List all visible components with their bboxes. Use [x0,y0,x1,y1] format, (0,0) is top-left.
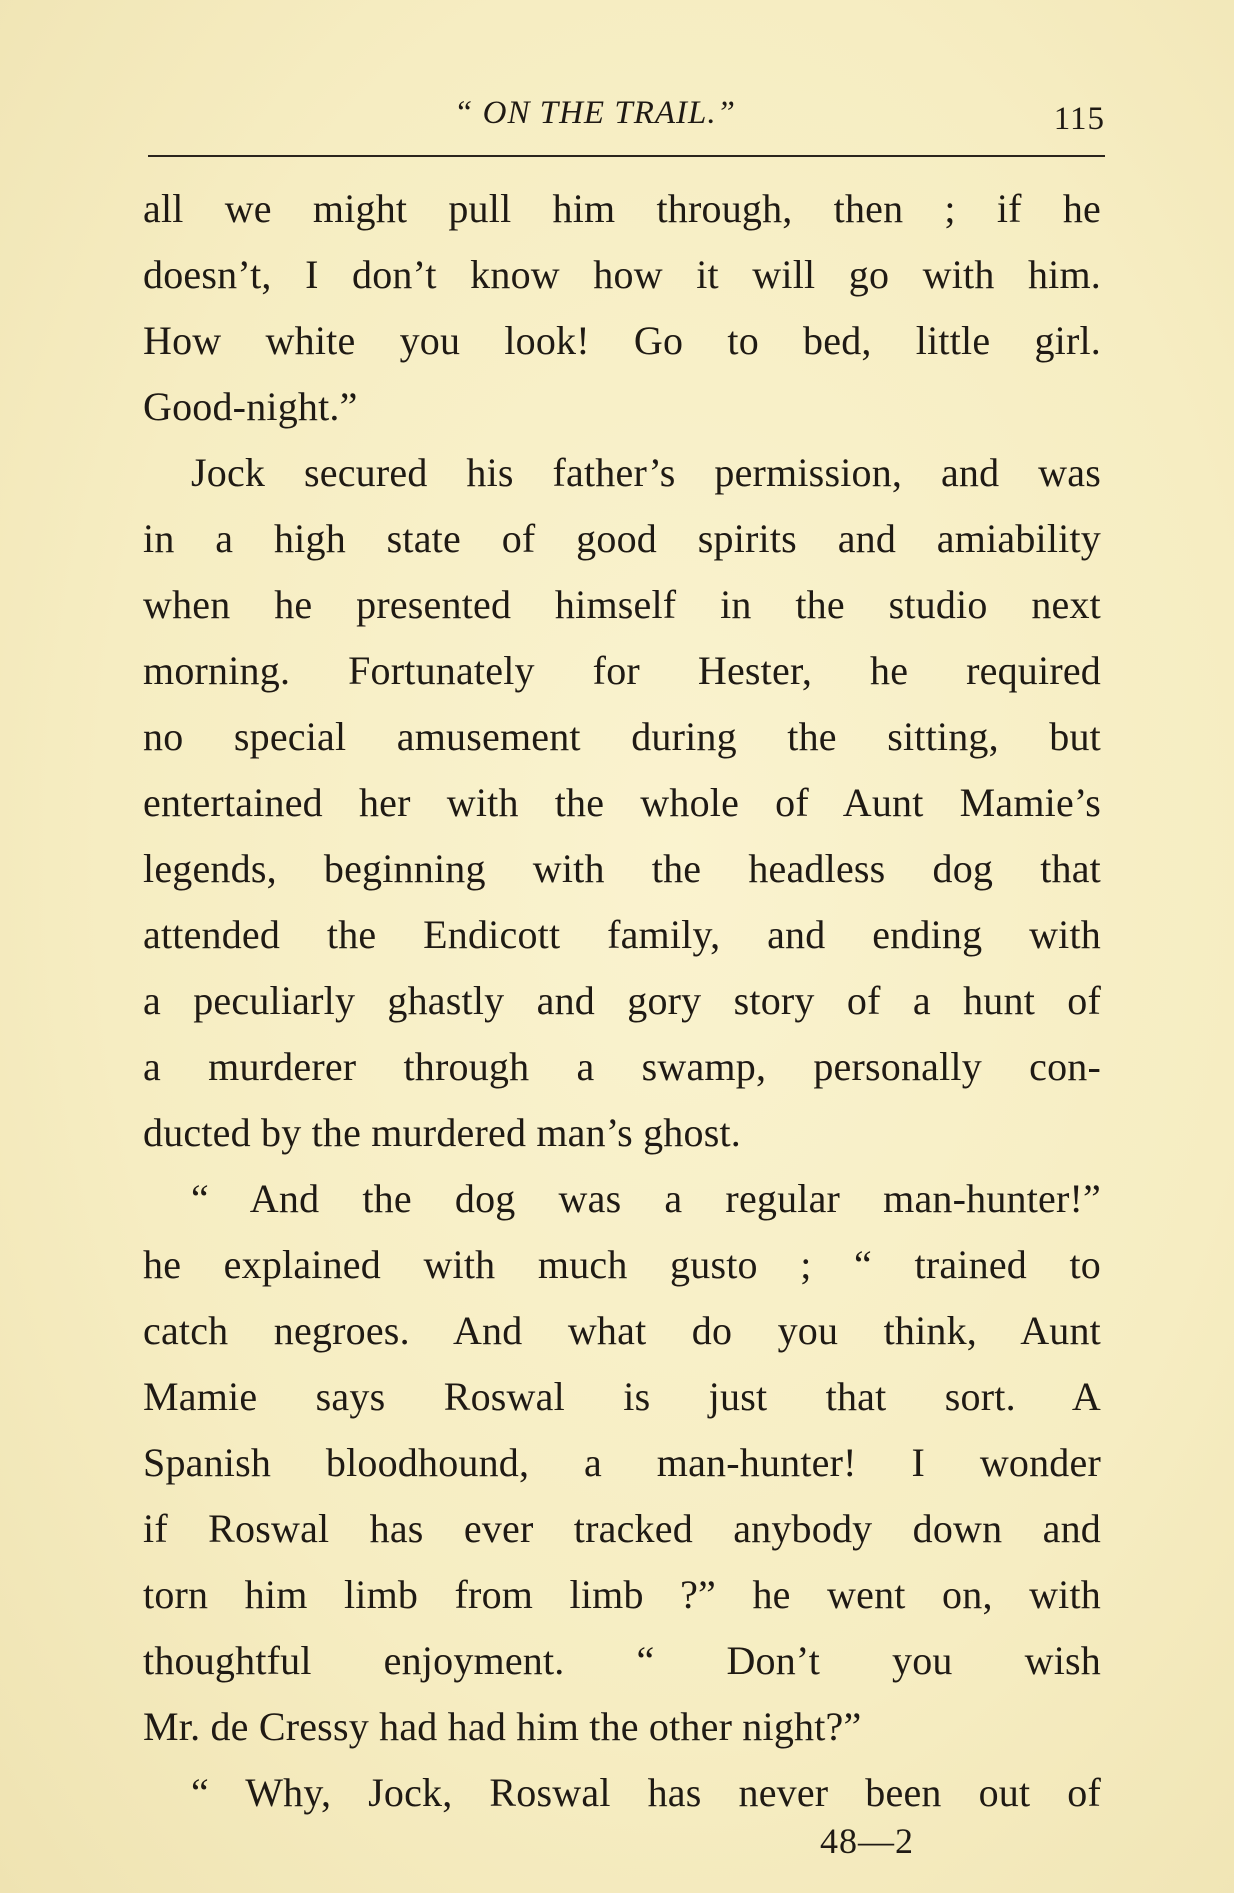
running-title: “ ON THE TRAIL.” [454,95,736,131]
text-line: a peculiarly ghastly and gory story of a hunt of [143,978,1101,1023]
text-line: attended the Endicott family, and ending with [143,912,1101,957]
text-line: ducted by the murdered man’s ghost. [143,1110,741,1155]
text-line: Mr. de Cressy had had him the other night?” [143,1704,862,1749]
text-line: in a high state of good spirits and amiability [143,516,1101,561]
text-line: entertained her with the whole of Aunt Mamie’s [143,780,1101,825]
text-line: a murderer through a swamp, personally con- [143,1044,1101,1089]
page-number: 115 [1053,101,1105,137]
text-line: How white you look! Go to bed, little girl. [143,318,1101,363]
text-line: Jock secured his father’s permission, and was [191,450,1101,495]
text-line: Spanish bloodhound, a man-hunter! I wonder [143,1440,1101,1485]
text-line: Mamie says Roswal is just that sort. A [143,1374,1101,1419]
text-line: when he presented himself in the studio next [143,582,1101,627]
text-line: thoughtful enjoyment. “ Don’t you wish [143,1638,1101,1683]
text-line: “ And the dog was a regular man-hunter!” [191,1176,1101,1221]
signature-mark: 48—2 [820,1821,914,1861]
text-line: catch negroes. And what do you think, Aunt [143,1308,1101,1353]
header-rule [148,155,1105,157]
text-line: if Roswal has ever tracked anybody down and [143,1506,1101,1551]
text-line: Good-night.” [143,384,358,429]
text-line: he explained with much gusto ; “ trained to [143,1242,1101,1287]
text-line: legends, beginning with the headless dog that [143,846,1101,891]
running-head [145,95,1105,145]
text-line: no special amusement during the sitting, but [143,714,1101,759]
text-line: morning. Fortunately for Hester, he required [143,648,1101,693]
text-line: doesn’t, I don’t know how it will go with him. [143,252,1101,297]
text-line: torn him limb from limb ?” he went on, with [143,1572,1101,1617]
body-text [143,176,1101,1826]
text-line: all we might pull him through, then ; if he [143,186,1101,231]
text-line: “ Why, Jock, Roswal has never been out of [191,1770,1101,1815]
